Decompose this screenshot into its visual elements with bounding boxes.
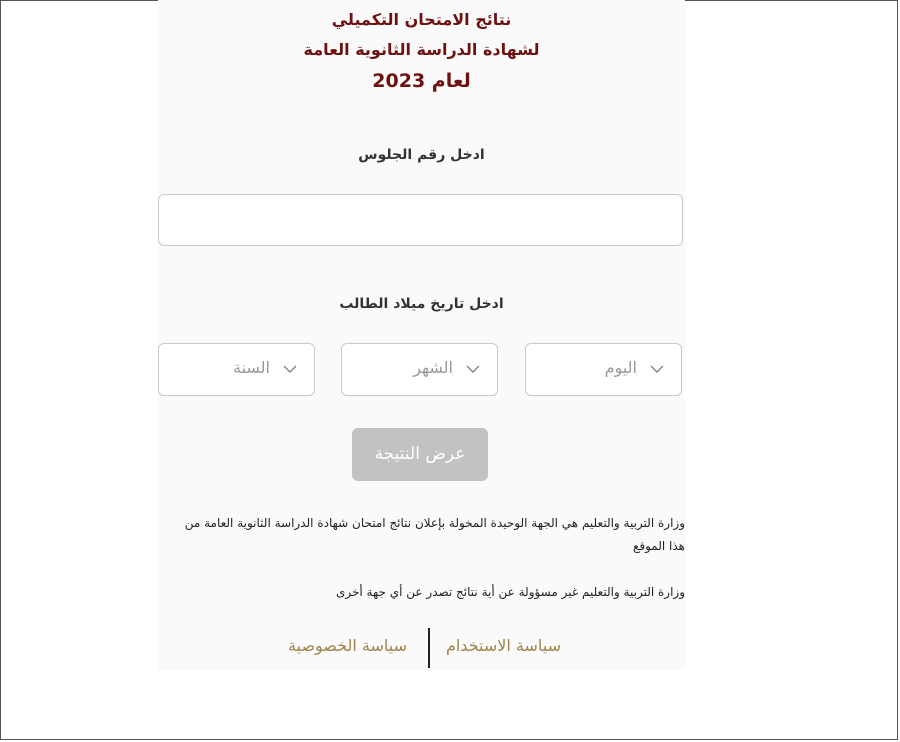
day-select-value: اليوم <box>604 358 637 377</box>
chevron-down-icon <box>649 361 665 377</box>
show-result-button[interactable]: عرض النتيجة <box>352 428 488 481</box>
page-title: نتائج الامتحان التكميلي <box>331 10 512 29</box>
authority-notice: وزارة التربية والتعليم هي الجهة الوحيدة المخولة بإعلان نتائج امتحان شهادة الدراسة الثانوية العامة من هذا الموقع <box>184 516 685 553</box>
terms-of-use-link[interactable]: سياسة الاستخدام <box>445 636 561 655</box>
footer-links <box>158 628 685 668</box>
chevron-down-icon <box>282 361 298 377</box>
page-year: لعام 2023 <box>372 70 471 92</box>
seat-number-input[interactable] <box>158 194 683 246</box>
chevron-down-icon <box>465 361 481 377</box>
seat-number-label: ادخل رقم الجلوس <box>358 147 485 163</box>
birthdate-label: ادخل تاريخ ميلاد الطالب <box>339 296 504 312</box>
month-select-value: الشهر <box>413 358 453 377</box>
disclaimer-notice: وزارة التربية والتعليم غير مسؤولة عن أية نتائج تصدر عن أي جهة أخرى <box>335 585 685 599</box>
page-subtitle: لشهادة الدراسة الثانوية العامة <box>303 40 540 59</box>
footer-divider <box>428 628 430 668</box>
privacy-policy-link[interactable]: سياسة الخصوصية <box>288 636 407 655</box>
year-select[interactable] <box>158 343 315 396</box>
results-panel <box>158 0 685 670</box>
year-select-value: السنة <box>233 358 270 377</box>
day-select[interactable] <box>525 343 682 396</box>
month-select[interactable] <box>341 343 498 396</box>
